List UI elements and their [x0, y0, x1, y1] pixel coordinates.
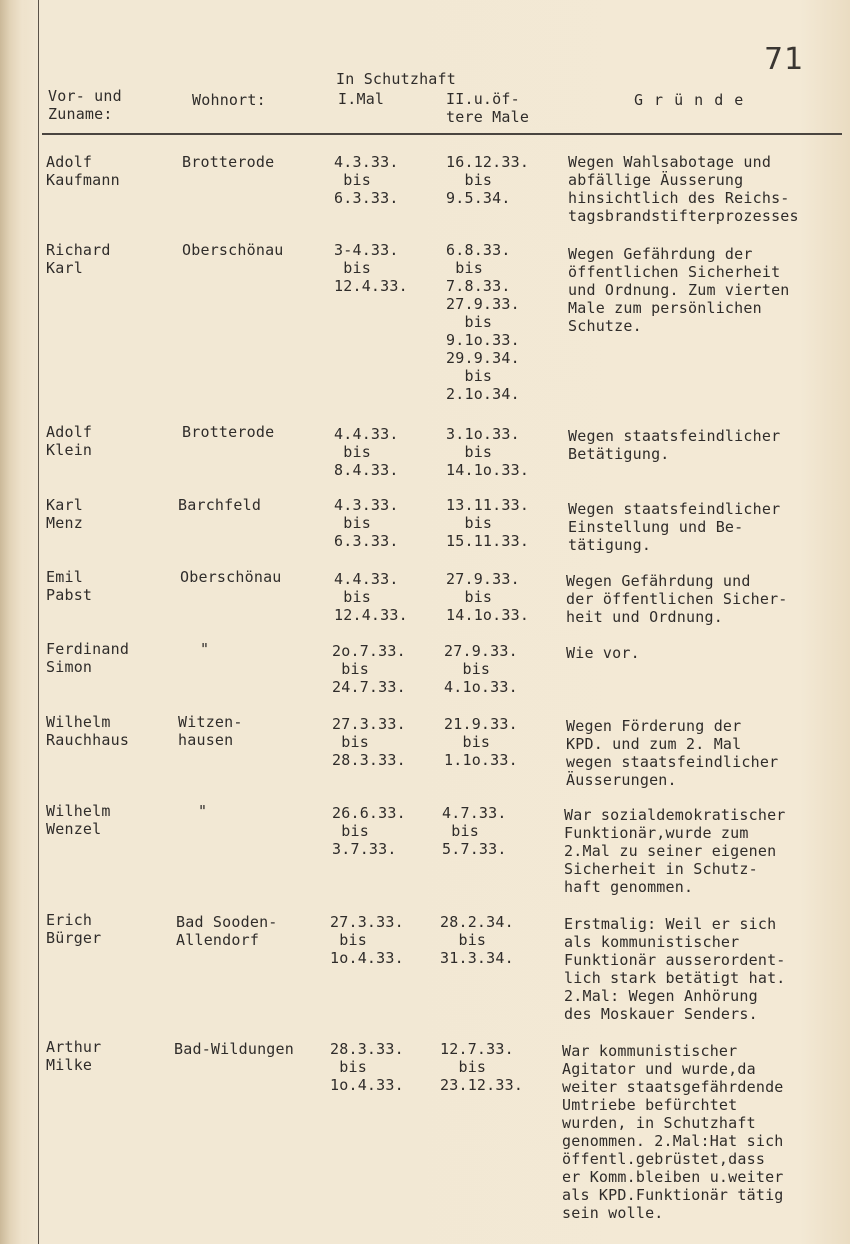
page-binding	[0, 0, 30, 1244]
first-custody: 4.3.33. bis 6.3.33.	[334, 153, 399, 207]
reason: Wegen Wahlsabotage und abfällige Äusserung hinsichtlich des Reichs- tagsbrandstifterprozesses	[568, 153, 799, 225]
residence: Witzen- hausen	[178, 713, 243, 749]
later-custody: 16.12.33. bis 9.5.34.	[446, 153, 530, 207]
header-reasons: G r ü n d e	[634, 91, 745, 109]
residence: Brotterode	[182, 153, 275, 171]
later-custody: 6.8.33. bis 7.8.33. 27.9.33. bis 9.1o.33. 29.9.34. bis 2.1o.34.	[446, 241, 520, 403]
first-custody: 2o.7.33. bis 24.7.33.	[332, 642, 406, 696]
reason: Wegen Gefährdung der öffentlichen Sicherheit und Ordnung. Zum vierten Male zum persönlichen Schutze.	[568, 245, 790, 335]
reason: Wegen Gefährdung und der öffentlichen Sicher- heit und Ordnung.	[566, 572, 788, 626]
later-custody: 3.1o.33. bis 14.1o.33.	[446, 425, 530, 479]
reason: Erstmalig: Weil er sich als kommunistischer Funktionär ausserordent- lich stark betätigt hat. 2.Mal: Wegen Anhörung des Moskauer Senders.	[564, 915, 786, 1023]
reason: Wie vor.	[566, 644, 640, 662]
residence: Barchfeld	[178, 496, 262, 514]
later-custody: 4.7.33. bis 5.7.33.	[442, 804, 507, 858]
residence: "	[200, 640, 210, 658]
first-custody: 28.3.33. bis 1o.4.33.	[330, 1040, 404, 1094]
person-name: Wilhelm Wenzel	[46, 802, 111, 838]
later-custody: 27.9.33. bis 4.1o.33.	[444, 642, 518, 696]
later-custody: 12.7.33. bis 23.12.33.	[440, 1040, 524, 1094]
page-number: 71	[764, 42, 805, 77]
person-name: Adolf Kaufmann	[46, 153, 120, 189]
later-custody: 28.2.34. bis 31.3.34.	[440, 913, 514, 967]
header-first-time: I.Mal	[338, 90, 385, 108]
first-custody: 27.3.33. bis 1o.4.33.	[330, 913, 404, 967]
person-name: Karl Menz	[46, 496, 83, 532]
header-rule	[42, 133, 842, 135]
person-name: Ferdinand Simon	[46, 640, 130, 676]
residence: Brotterode	[182, 423, 275, 441]
person-name: Adolf Klein	[46, 423, 93, 459]
reason: Wegen Förderung der KPD. und zum 2. Mal wegen staatsfeindlicher Äusserungen.	[566, 717, 779, 789]
residence: Oberschönau	[182, 241, 284, 259]
reason: War sozialdemokratischer Funktionär,wurde zum 2.Mal zu seiner eigenen Sicherheit in Schutz- haft genommen.	[564, 806, 786, 896]
reason: Wegen staatsfeindlicher Einstellung und Be- tätigung.	[568, 500, 781, 554]
person-name: Arthur Milke	[46, 1038, 102, 1074]
margin-line	[38, 0, 39, 1244]
header-custody: In Schutzhaft	[336, 70, 456, 88]
later-custody: 13.11.33. bis 15.11.33.	[446, 496, 530, 550]
reason: War kommunistischer Agitator und wurde,da weiter staatsgefährdende Umtriebe befürchtet wurden, in Schutzhaft genommen. 2.Mal:Hat sich öffentl.gebrüstet,dass er Komm.bleiben u.weiter als KPD.Funktionär tätig sein wolle.	[562, 1042, 784, 1222]
person-name: Richard Karl	[46, 241, 111, 277]
reason: Wegen staatsfeindlicher Betätigung.	[568, 427, 781, 463]
person-name: Wilhelm Rauchhaus	[46, 713, 130, 749]
first-custody: 26.6.33. bis 3.7.33.	[332, 804, 406, 858]
residence: Bad-Wildungen	[174, 1040, 294, 1058]
later-custody: 27.9.33. bis 14.1o.33.	[446, 570, 530, 624]
first-custody: 4.4.33. bis 12.4.33.	[334, 570, 408, 624]
residence: Oberschönau	[180, 568, 282, 586]
first-custody: 27.3.33. bis 28.3.33.	[332, 715, 406, 769]
header-name: Vor- und Zuname:	[48, 87, 122, 123]
first-custody: 4.3.33. bis 6.3.33.	[334, 496, 399, 550]
header-later-times: II.u.öf- tere Male	[446, 90, 530, 126]
person-name: Emil Pabst	[46, 568, 93, 604]
residence: Bad Sooden- Allendorf	[176, 913, 278, 949]
header-residence: Wohnort:	[192, 91, 266, 109]
later-custody: 21.9.33. bis 1.1o.33.	[444, 715, 518, 769]
residence: "	[198, 802, 208, 820]
person-name: Erich Bürger	[46, 911, 102, 947]
first-custody: 4.4.33. bis 8.4.33.	[334, 425, 399, 479]
first-custody: 3-4.33. bis 12.4.33.	[334, 241, 408, 295]
